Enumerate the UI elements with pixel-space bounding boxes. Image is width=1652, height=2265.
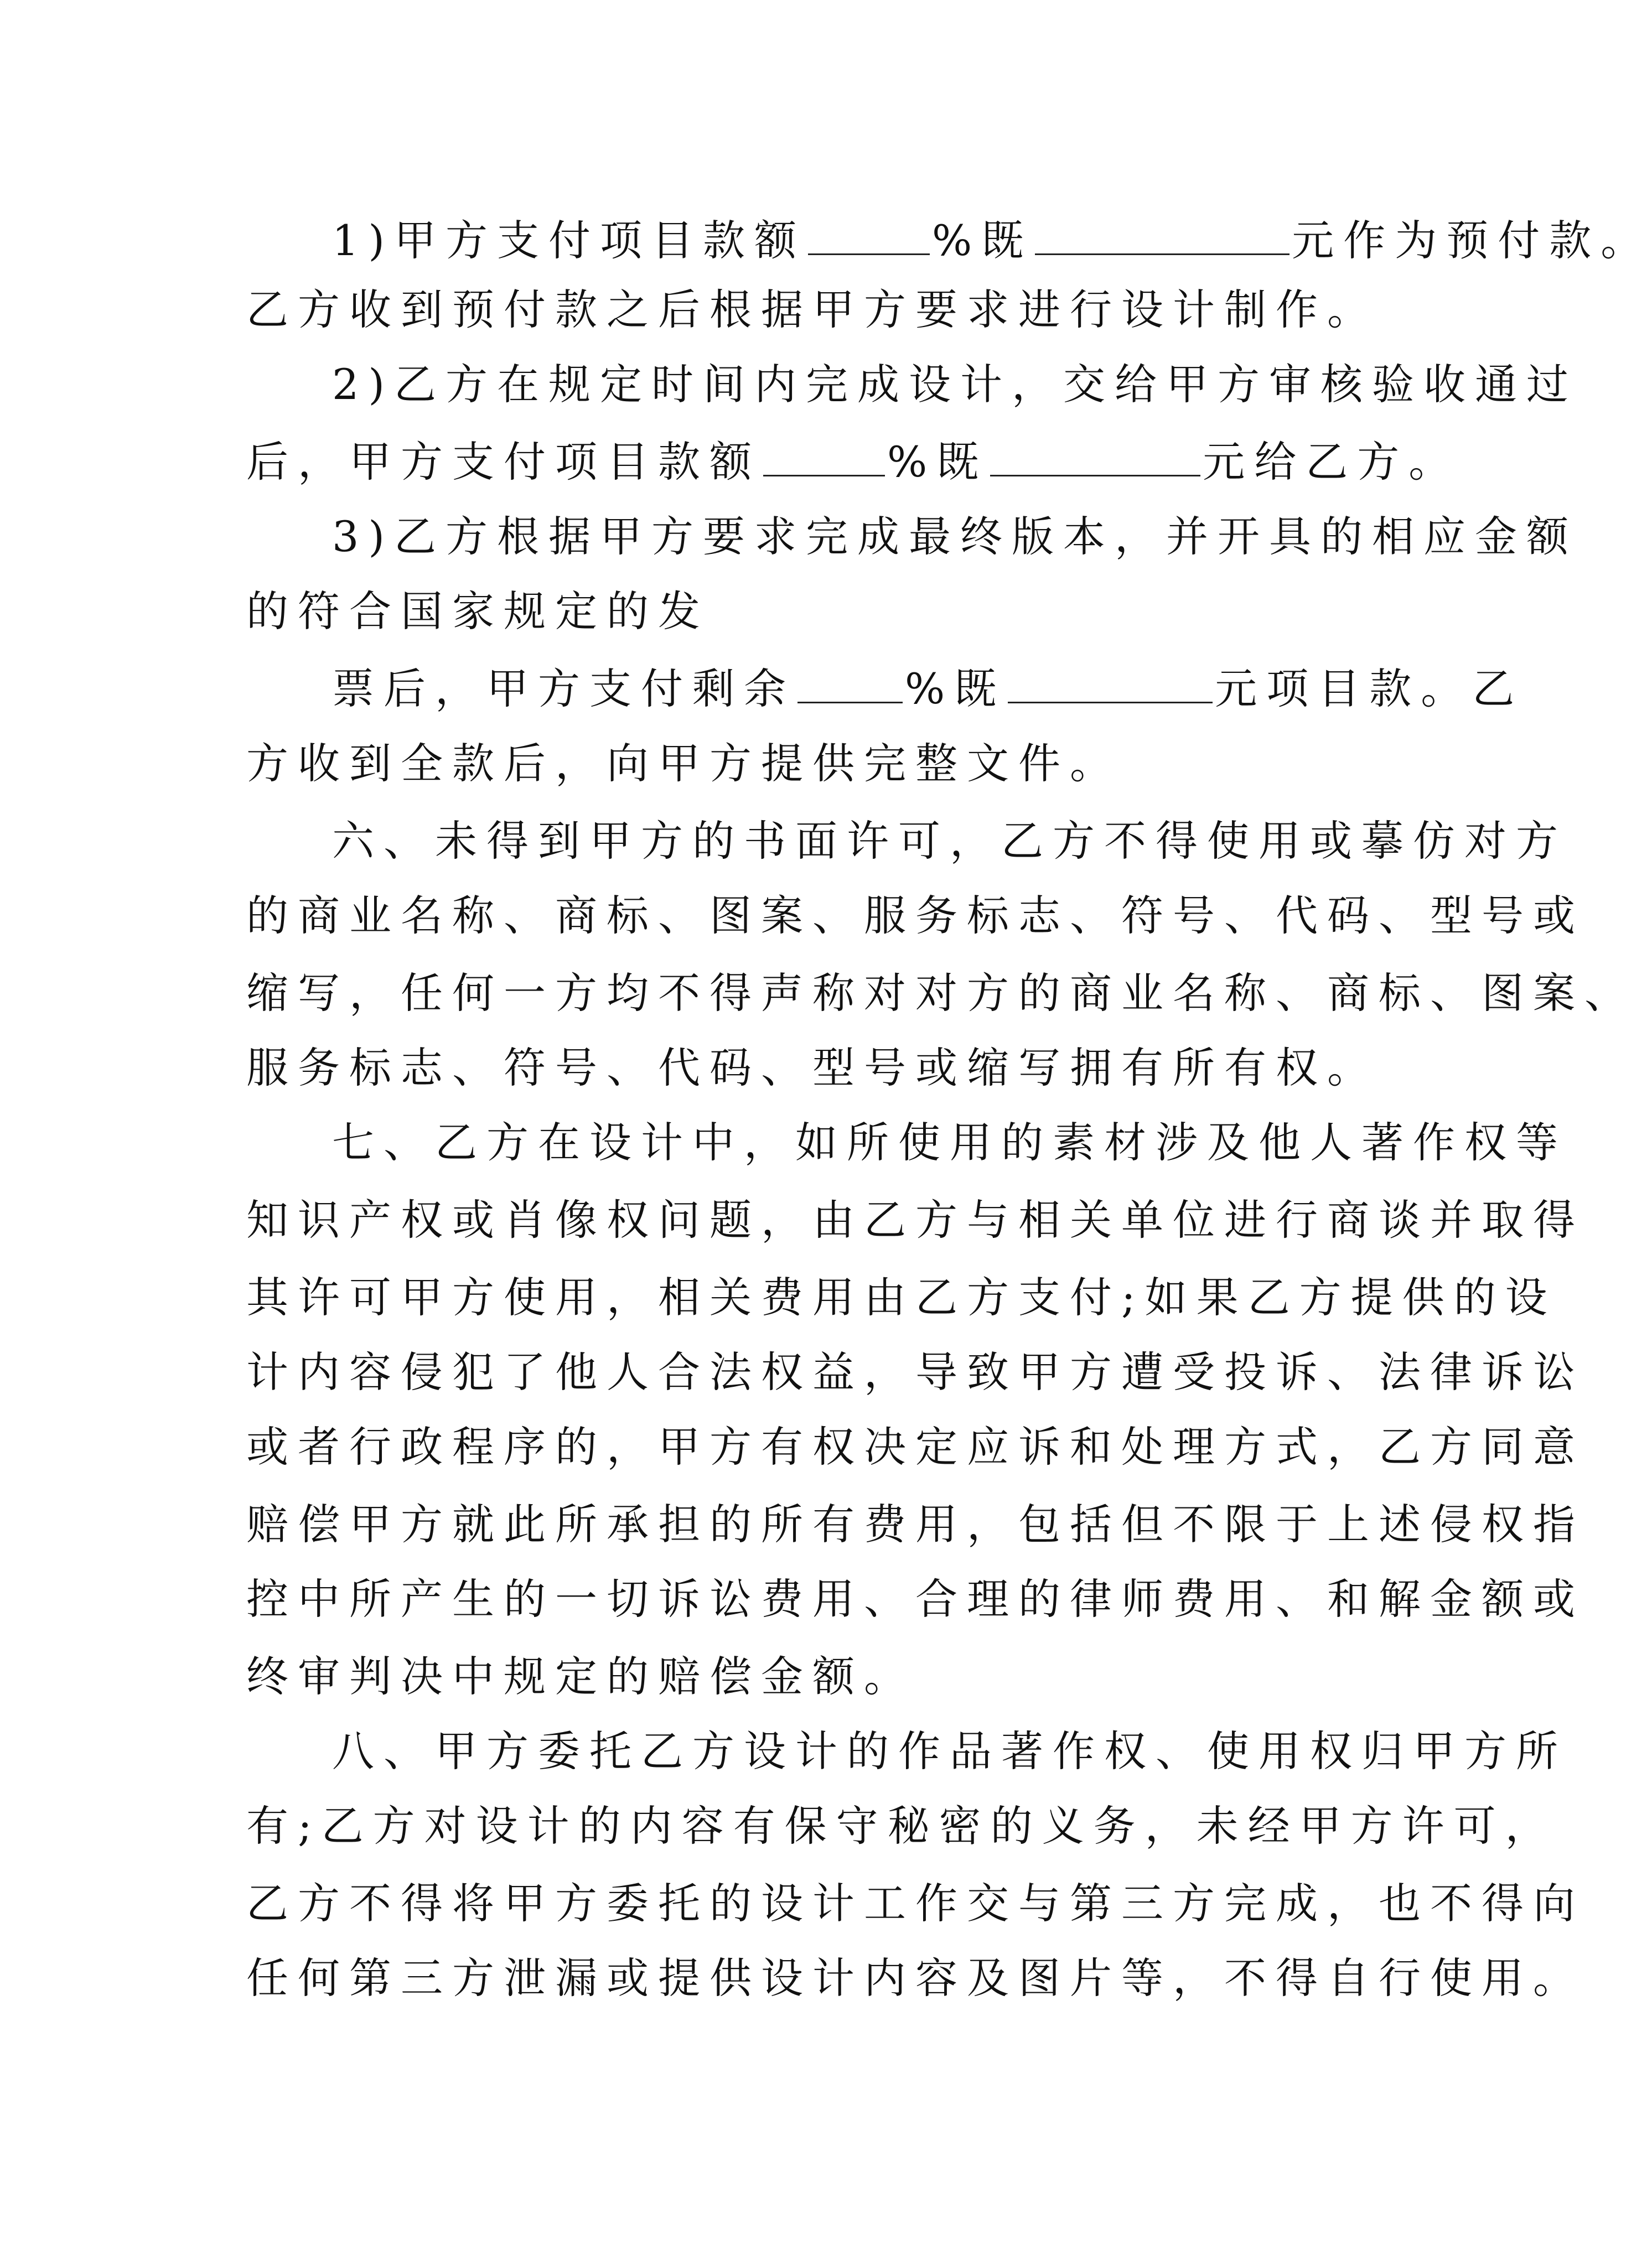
article-6-line-2: 的商业名称、商标、图案、服务标志、符号、代码、型号或	[246, 891, 1584, 940]
payment-clause-2-text: 后，甲方支付项目款额	[246, 437, 761, 486]
article-8-line-1: 八、甲方委托乙方设计的作品著作权、使用权归甲方所	[332, 1727, 1567, 1776]
payment-clause-1-text: 1)甲方支付项目款额	[332, 216, 806, 265]
article-8-line-4: 任何第三方泄漏或提供设计内容及图片等，不得自行使用。	[246, 1953, 1584, 2003]
second-payment-amount-blank	[990, 436, 1200, 476]
prepayment-percent-blank	[808, 215, 930, 255]
payment-clause-2-line-1: 2)乙方在规定时间内完成设计，交给甲方审核验收通过	[332, 360, 1578, 409]
article-7-line-5: 或者行政程序的，甲方有权决定应诉和处理方式，乙方同意	[246, 1422, 1584, 1471]
payment-clause-3-line-4: 方收到全款后，向甲方提供完整文件。	[246, 739, 1121, 788]
payment-clause-2-line-2	[246, 432, 1460, 493]
payment-clause-2-percent-label: %既	[887, 437, 988, 486]
payment-clause-3-line-1: 3)乙方根据甲方要求完成最终版本，并开具的相应金额	[332, 512, 1578, 561]
prepayment-amount-blank	[1035, 215, 1290, 255]
article-7-line-6: 赔偿甲方就此所承担的所有费用，包括但不限于上述侵权指	[246, 1500, 1584, 1549]
article-6-line-4: 服务标志、符号、代码、型号或缩写拥有所有权。	[246, 1043, 1379, 1092]
payment-clause-3-end: 元项目款。乙	[1215, 664, 1524, 713]
payment-clause-1-line-1	[332, 210, 1652, 271]
article-6-line-3: 缩写，任何一方均不得声称对对方的商业名称、商标、图案、	[246, 968, 1636, 1018]
article-8-line-2: 有;乙方对设计的内容有保守秘密的义务，未经甲方许可，	[246, 1801, 1557, 1851]
second-payment-percent-blank	[763, 436, 885, 476]
payment-clause-1-end: 元作为预付款。	[1292, 216, 1652, 265]
article-7-line-3: 其许可甲方使用，相关费用由乙方支付;如果乙方提供的设	[246, 1273, 1557, 1322]
final-payment-amount-blank	[1008, 663, 1213, 703]
final-payment-percent-blank	[797, 663, 903, 703]
payment-clause-3-text: 票后，甲方支付剩余	[332, 664, 795, 713]
payment-clause-1-percent-label: %既	[932, 216, 1033, 265]
payment-clause-1-line-2: 乙方收到预付款之后根据甲方要求进行设计制作。	[246, 285, 1379, 334]
article-7-line-8: 终审判决中规定的赔偿金额。	[246, 1652, 915, 1701]
payment-clause-3-line-3	[332, 659, 1524, 719]
article-7-line-1: 七、乙方在设计中，如所使用的素材涉及他人著作权等	[332, 1118, 1567, 1167]
article-7-line-2: 知识产权或肖像权问题，由乙方与相关单位进行商谈并取得	[246, 1195, 1584, 1245]
article-7-line-4: 计内容侵犯了他人合法权益，导致甲方遭受投诉、法律诉讼	[246, 1347, 1584, 1397]
article-8-line-3: 乙方不得将甲方委托的设计工作交与第三方完成，也不得向	[246, 1879, 1584, 1928]
article-6-line-1: 六、未得到甲方的书面许可，乙方不得使用或摹仿对方	[332, 816, 1567, 865]
payment-clause-3-line-2: 的符合国家规定的发	[246, 587, 710, 636]
payment-clause-2-end: 元给乙方。	[1203, 437, 1461, 486]
article-7-line-7: 控中所产生的一切诉讼费用、合理的律师费用、和解金额或	[246, 1574, 1584, 1624]
payment-clause-3-percent-label: %既	[905, 664, 1006, 713]
